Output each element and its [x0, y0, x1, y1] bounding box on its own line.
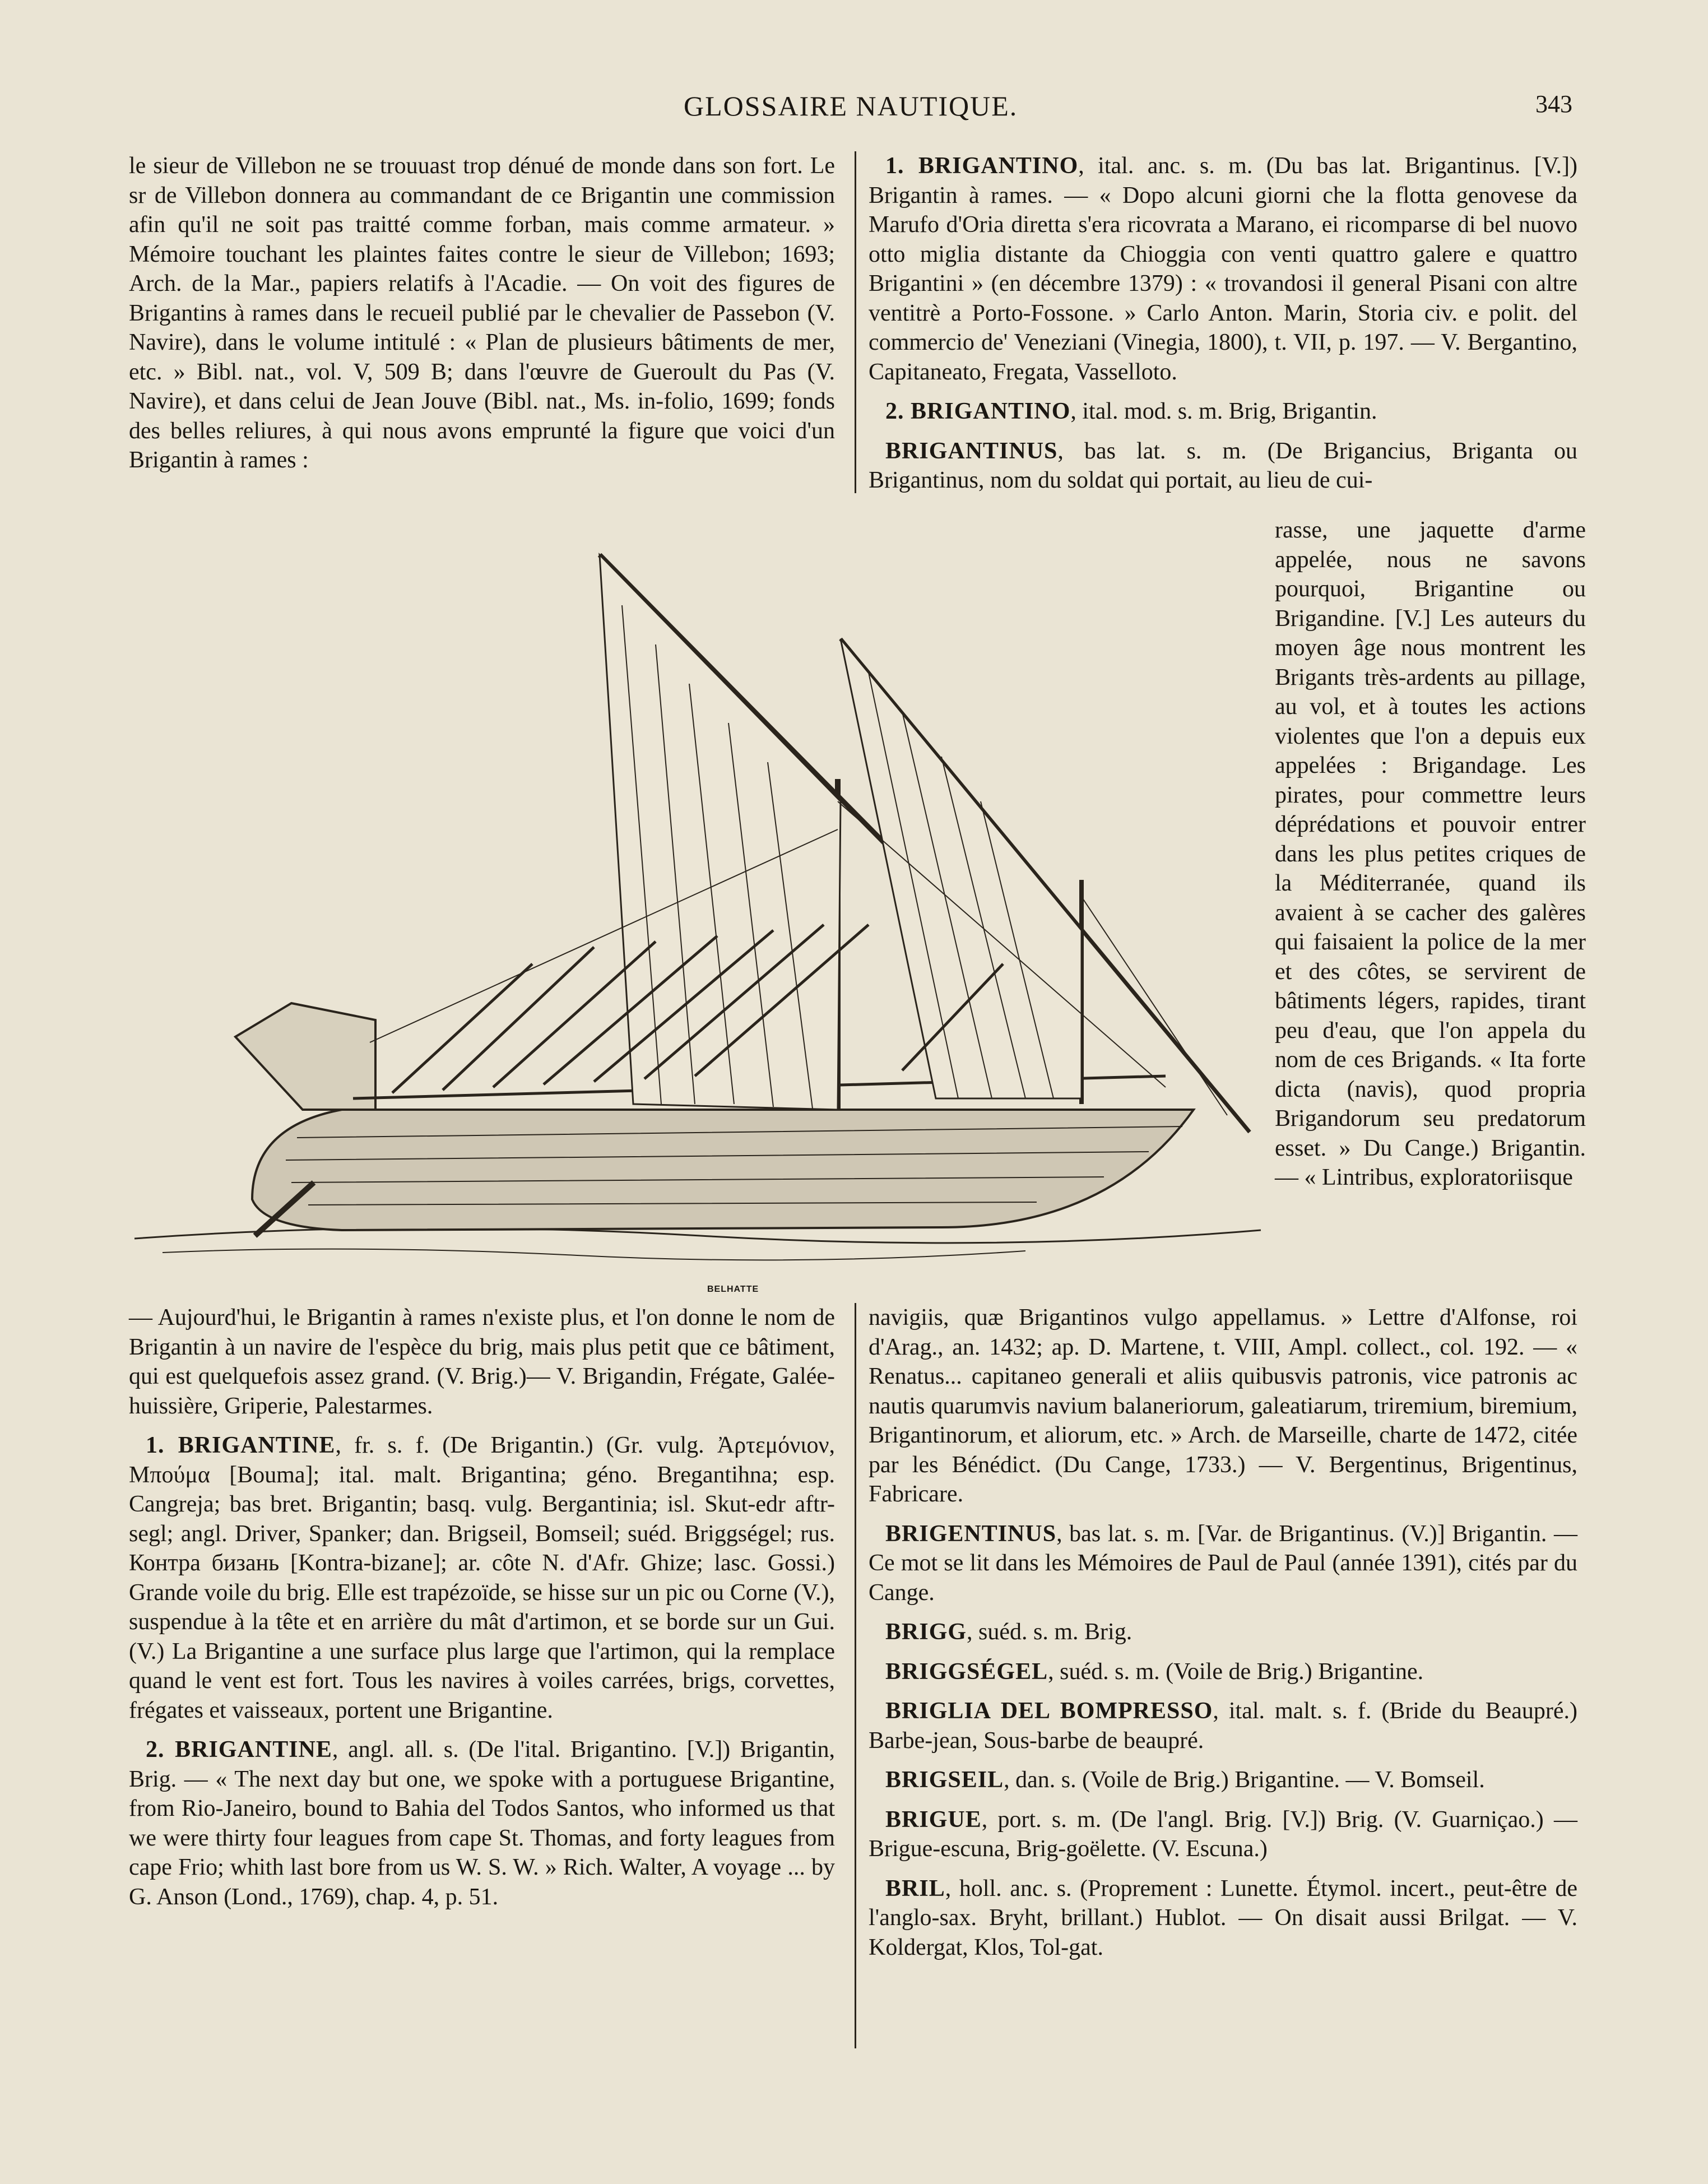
headword: BRIGG: [885, 1619, 967, 1645]
definition: , fr. s. f. (De Brigantin.) (Gr. vulg. Ἀρτεμόνιον, Μπούμα [Bouma]; ital. malt. Brigantina; géno. Bregantihna; esp. Cangreja; bas bret. Brigantin; basq. vulg. Bergantinia; isl. Skut-edr aftr-segl; angl. Driver, Spanker; dan. Brigseil, Bomseil; suéd. Briggségel; rus. Контра бизань [Kontra-bizane]; ar. côte N. d'Afr. Ghize; lasc. Gossi.) Grande voile du brig. Elle est trapézoïde, se hisse sur un pic ou Corne (V.), suspendue à la tête et en arrière du mât d'artimon, et se borde sur un Gui. (V.) La Brigantine a une surface plus large que l'artimon, qui la remplace quand le vent est fort. Tous les navires à voiles carrées, brigs, corvettes, frégates et vaisseaux, portent une Brigantine.: [129, 1432, 835, 1723]
headword: BRIGUE: [885, 1806, 982, 1833]
definition: , suéd. s. m. Brig.: [967, 1619, 1133, 1645]
definition: , port. s. m. (De l'angl. Brig. [V.]) Brig. (V. Guarniçao.) — Brigue-escuna, Brig-goëlette. (V. Escuna.): [869, 1806, 1577, 1862]
definition: , ital. mod. s. m. Brig, Brigantin.: [1070, 398, 1377, 424]
left-column-bottom: [129, 1303, 835, 1912]
definition: , angl. all. s. (De l'ital. Brigantino. [V.]) Brigantin, Brig. — « The next day but one, we spoke with a portuguese Brigantine, from Rio-Janeiro, bound to Bahia del Todos Santos, who informed us that we were thirty four leagues from cape St. Thomas, and forty leagues from cape Frio; whith last bore from us W. S. W. » Rich. Walter, A voyage ... by G. Anson (Lond., 1769), chap. 4, p. 51.: [129, 1737, 835, 1910]
headword: BRIGSEIL: [885, 1767, 1004, 1793]
definition: , holl. anc. s. (Proprement : Lunette. Étymol. incert., peut-être de l'anglo-sax. Bryht, brillant.) Hublot. — On disait aussi Brilgat. — V. Koldergat, Klos, Tol-gat.: [869, 1875, 1577, 1960]
entry-brigg: [869, 1617, 1577, 1647]
definition: , dan. s. (Voile de Brig.) Brigantine. — V. Bomseil.: [1004, 1767, 1485, 1793]
paragraph-aujourdhui: — Aujourd'hui, le Brigantin à rames n'existe plus, et l'on donne le nom de Brigantin à un navire de l'espèce du brig, mais plus petit que ce bâtiment, qui est quelquefois assez grand. (V. Brig.)— V. Brigandin, Frégate, Galée-huissière, Griperie, Palestarmes.: [129, 1305, 835, 1419]
definition: , bas lat. s. m. [Var. de Brigantinus. (V.)] Brigantin. — Ce mot se lit dans les Mémoires de Paul de Paul (année 1391), cités par du Cange.: [869, 1520, 1577, 1606]
headword: BRIGENTINUS: [885, 1520, 1057, 1547]
headword: BRIL: [885, 1875, 945, 1902]
definition: , bas lat. s. m. (De Brigancius, Briganta ou Brigantinus, nom du soldat qui portait, au lieu de cui-: [869, 438, 1577, 493]
fore-lateen-sail: [841, 639, 1082, 1098]
brigantinus-end: navigiis, quæ Brigantinos vulgo appellamus. » Lettre d'Alfonse, roi d'Arag., an. 1432; ap. D. Martene, t. VIII, Ampl. collect., col. 192. — « Renatus... capitaneo generali et aliis quibusvis patronis, vice patronis ac nautis quarumvis navium balaneriorum, galeatiarum, triremium, biremium, Brigantinorum, et aliorum, etc. » Arch. de Marseille, charte de 1472, citée par les Bénédict. (Du Cange, 1733.) — V. Bergentinus, Brigentinus, Fabricare.: [869, 1305, 1577, 1507]
sea-wave: [163, 1249, 1025, 1260]
headword: BRIGANTINUS: [885, 438, 1058, 464]
entry-brigantine-1: [129, 1431, 835, 1725]
headword: 1. BRIGANTINO: [885, 153, 1079, 179]
entry-briglia-del-bompresso: [869, 1696, 1577, 1755]
entry-brigseil: [869, 1765, 1577, 1795]
right-column-wrap: [1275, 516, 1586, 1193]
entry-bril: [869, 1874, 1577, 1963]
entry-brigantino-2: [869, 397, 1577, 426]
column-rule-top: [855, 151, 856, 493]
headword: BRIGLIA DEL BOMPRESSO: [885, 1698, 1213, 1724]
main-lateen-sail: [600, 555, 841, 1110]
sea-surface: [134, 1228, 1261, 1243]
entry-briggsegel: [869, 1657, 1577, 1687]
entry-brigentinus: [869, 1519, 1577, 1608]
page-number: 343: [1535, 90, 1572, 118]
entry-brigantino-1: [869, 151, 1577, 387]
headword: BRIGGSÉGEL: [885, 1658, 1048, 1685]
entry-brigantinus: [869, 437, 1577, 495]
brigantine-ship-illustration: [129, 538, 1266, 1278]
left-column-top: [129, 151, 835, 475]
right-column-top: [869, 151, 1577, 495]
entry-brigantine-2: [129, 1735, 835, 1912]
headword: 2. BRIGANTINE: [146, 1737, 332, 1763]
definition: , ital. anc. s. m. (Du bas lat. Brigantinus. [V.]) Brigantin à rames. — « Dopo alcuni giorni che la flotta genovese da Marufo d'Oria diretta s'era ricovrata a Marano, ei ricomparse di bel nuovo otto miglia distante da Chioggia con venti quattro galere e quattro Brigantini » (en décembre 1379) : « trovandosi il general Pisani con altre ventitrè a Porto-Fossone. » Carlo Anton. Marin, Storia civ. e polit. del commercio de' Veneziani (Vinegia, 1800), t. VII, p. 197. — V. Bergantino, Capitaneato, Fregata, Vasselloto.: [869, 153, 1577, 385]
right-column-bottom: [869, 1303, 1577, 1962]
stern-castle: [235, 1003, 375, 1110]
column-rule-bottom: [855, 1303, 856, 2048]
definition: , suéd. s. m. (Voile de Brig.) Brigantine.: [1048, 1658, 1424, 1685]
headword: 1. BRIGANTINE: [146, 1432, 336, 1458]
headword: 2. BRIGANTINO: [885, 398, 1071, 424]
running-head: GLOSSAIRE NAUTIQUE.: [684, 90, 1018, 122]
entry-brigue: [869, 1805, 1577, 1864]
definition: , ital. malt. s. f. (Bride du Beaupré.) Barbe-jean, Sous-barbe de beaupré.: [869, 1698, 1578, 1754]
paragraph-villebon: le sieur de Villebon ne se trouuast trop dénué de monde dans son fort. Le sr de Villebon donnera au commandant de ce Brigantin une commission afin qu'il ne soit pas traitté comme forban, mais comme armateur. » Mémoire touchant les plaintes faites contre le sieur de Villebon; 1693; Arch. de la Mar., papiers relatifs à l'Acadie. — On voit des figures de Brigantins à rames dans le recueil publié par le chevalier de Passebon (V. Navire), dans le volume intitulé : « Plan de plusieurs bâtiments de mer, etc. » Bibl. nat., vol. V, 509 B; dans l'œuvre de Gueroult du Pas (V. Navire), et dans celui de Jean Jouve (Bibl. nat., Ms. in-folio, 1699; fonds des belles reliures, à qui nous avons emprunté la figure que voici d'un Brigantin à rames :: [129, 153, 835, 473]
engraver-signature: BELHATTE: [707, 1285, 759, 1294]
brigantinus-continued: rasse, une jaquette d'arme appelée, nous ne savons pourquoi, Brigantine ou Brigandine. [V.] Les auteurs du moyen âge nous montrent les Brigants très-ardents au pillage, au vol, et à toutes les actions violentes que l'on a depuis eux appelées : Brigandage. Les pirates, pour commettre leurs déprédations et pouvoir entrer dans les plus petites criques de la Méditerranée, quand ils avaient à se cacher des galères qui faisaient la police de la mer et des côtes, se servirent de bâtiments légers, rapides, tirant peu d'eau, que l'on appela du nom de ces Brigands. « Ita forte dicta (navis), quod propria Brigandorum seu predatorum esset. » Du Cange.) Brigantin. — « Lintribus, exploratoriisque: [1275, 517, 1586, 1190]
